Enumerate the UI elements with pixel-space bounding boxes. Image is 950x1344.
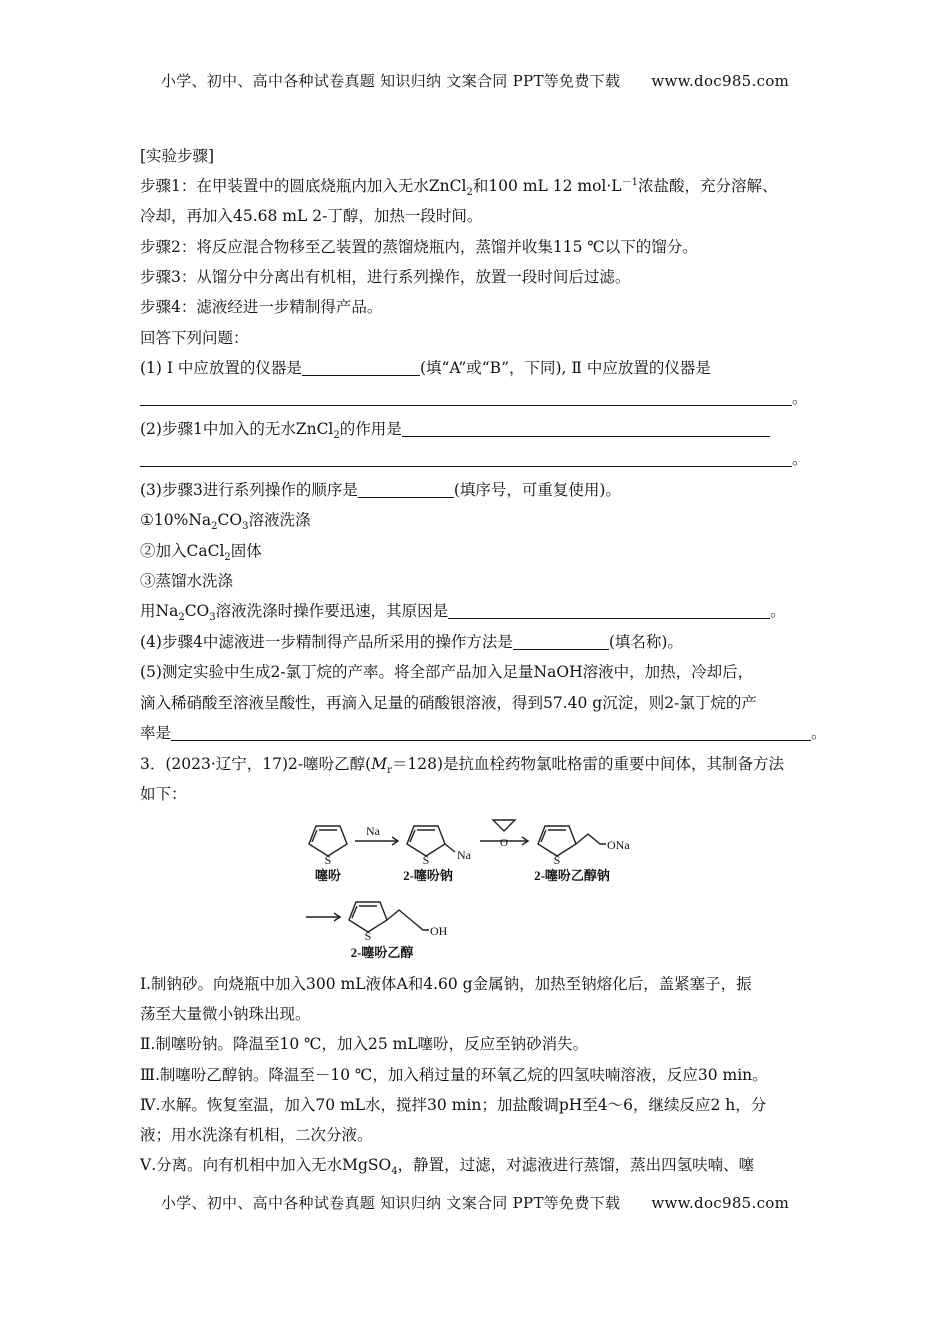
procedure-5: Ⅴ.分离。向有机相中加入无水MgSO$_4$，静置，过滤，对滤液进行蒸馏，蒸出四氢呋喃、噻 <box>140 1156 755 1178</box>
label-sodium-thiophene: 2-噻吩钠 <box>403 868 453 883</box>
procedure-4-line-2: 液；用水洗涤有机相，二次分液。 <box>140 1126 373 1144</box>
answer-blank-5[interactable] <box>171 724 811 741</box>
procedure-4-line-1: Ⅳ.水解。恢复室温，加入70 mL水，搅拌30 min；加盐酸调pH至4～6，继续反应2 h，分 <box>140 1096 767 1114</box>
answer-blank-1a[interactable] <box>302 359 420 376</box>
answer-blank-3b[interactable] <box>448 602 770 619</box>
question-2-line-2: 。 <box>140 449 808 469</box>
label-na: Na <box>457 848 471 862</box>
page-footer <box>0 1192 950 1213</box>
section-title: [实验步骤] <box>140 147 215 165</box>
problem-3-line-2: 如下： <box>140 785 187 803</box>
atom-s-2: S <box>422 853 430 867</box>
procedure-2: Ⅱ.制噻吩钠。降温至10 ℃，加入25 mL噻吩，反应至钠砂消失。 <box>140 1035 589 1053</box>
question-5-line-3: 率是 。 <box>140 724 827 742</box>
answer-blank-2a[interactable] <box>402 420 770 437</box>
questions-intro: 回答下列问题： <box>140 329 249 347</box>
question-3-reason: 用$Na_2CO_3$溶液洗涤时操作要迅速，其原因是 。 <box>140 602 786 624</box>
reaction-scheme <box>300 814 640 964</box>
label-ona: ONa <box>607 838 630 852</box>
question-5-line-1: (5)测定实验中生成2-氯丁烷的产率。将全部产品加入足量NaOH溶液中，加热，冷却后， <box>140 663 754 681</box>
question-2: (2)步骤1中加入的无水ZnCl$_2$的作用是 <box>140 419 770 439</box>
footer-site[interactable]: www.doc985.com <box>651 1194 790 1212</box>
atom-s-1: S <box>324 853 332 867</box>
answer-blank-4[interactable] <box>513 633 609 650</box>
label-thiophene: 噻吩 <box>314 868 342 883</box>
step-3: 步骤3：从馏分中分离出有机相，进行系列操作，放置一段时间后过滤。 <box>140 268 631 286</box>
question-5-line-2: 滴入稀硝酸至溶液呈酸性，再滴入足量的硝酸银溶液，得到57.40 g沉淀，则2-氯丁烷的产 <box>140 694 757 712</box>
step-4: 步骤4：滤液经进一步精制得产品。 <box>140 298 383 316</box>
procedure-1-line-2: 荡至大量微小钠珠出现。 <box>140 1005 311 1023</box>
procedure-1-line-1: Ⅰ.制钠砂。向烧瓶中加入300 mL液体A和4.60 g金属钠，加热至钠熔化后，盖紧塞子，振 <box>140 975 752 993</box>
footer-tagline: 小学、初中、高中各种试卷真题 知识归纳 文案合同 PPT等免费下载 <box>160 1194 621 1212</box>
question-3: (3)步骤3进行系列操作的顺序是 (填序号，可重复使用)。 <box>140 481 621 499</box>
sodium-thiophene-structure <box>407 826 455 856</box>
question-4: (4)步骤4中滤液进一步精制得产品所采用的操作方法是 (填名称)。 <box>140 633 683 651</box>
page-header <box>0 70 950 91</box>
procedure-3: Ⅲ.制噻吩乙醇钠。降温至－10 ℃，加入稍过量的环氧乙烷的四氢呋喃溶液，反应30 min。 <box>140 1066 768 1084</box>
thiophene-structure <box>309 826 347 856</box>
sodium-thiophene-ethanol-structure <box>538 826 606 856</box>
label-sodium-thiophene-ethanol: 2-噻吩乙醇钠 <box>534 868 610 883</box>
thiophene-ethanol-structure <box>349 902 429 932</box>
answer-blank-1b[interactable] <box>140 389 792 406</box>
label-thiophene-ethanol: 2-噻吩乙醇 <box>350 945 414 960</box>
question-1: (1) Ⅰ 中应放置的仪器是 (填“A”或“B”，下同), Ⅱ 中应放置的仪器是 <box>140 359 711 377</box>
problem-3-line-1: 3．(2023·辽宁，17)2-噻吩乙醇$(M_r=128)$是抗血栓药物氯吡格雷的重要中间体，其制备方法 <box>140 755 784 777</box>
header-tagline: 小学、初中、高中各种试卷真题 知识归纳 文案合同 PPT等免费下载 <box>160 72 621 90</box>
answer-blank-3a[interactable] <box>358 481 454 498</box>
header-site[interactable]: www.doc985.com <box>651 72 790 90</box>
label-oh: OH <box>430 924 448 938</box>
step-1-line-2: 冷却，再加入45.68 mL 2-丁醇，加热一段时间。 <box>140 207 483 225</box>
question-1-line-2: 。 <box>140 388 808 408</box>
epoxide-structure <box>493 820 515 831</box>
epoxide-o: O <box>500 837 508 849</box>
option-2: ②加入CaCl$_2$固体 <box>140 542 262 564</box>
option-3: ③蒸馏水洗涤 <box>140 572 234 590</box>
reagent-na: Na <box>366 824 380 838</box>
step-1-line-1: 步骤1：在甲装置中的圆底烧瓶内加入无水ZnCl$_2$和100 mL 12 $mol\cdot L^{-1}$浓盐酸，充分溶解、 <box>140 176 778 199</box>
atom-s-3: S <box>553 853 561 867</box>
option-1: $①10\%Na_2CO_3$溶液洗涤 <box>140 511 311 533</box>
step-2: 步骤2：将反应混合物移至乙装置的蒸馏烧瓶内，蒸馏并收集115 ℃以下的馏分。 <box>140 238 698 256</box>
answer-blank-2b[interactable] <box>140 450 792 467</box>
atom-s-4: S <box>364 929 372 943</box>
